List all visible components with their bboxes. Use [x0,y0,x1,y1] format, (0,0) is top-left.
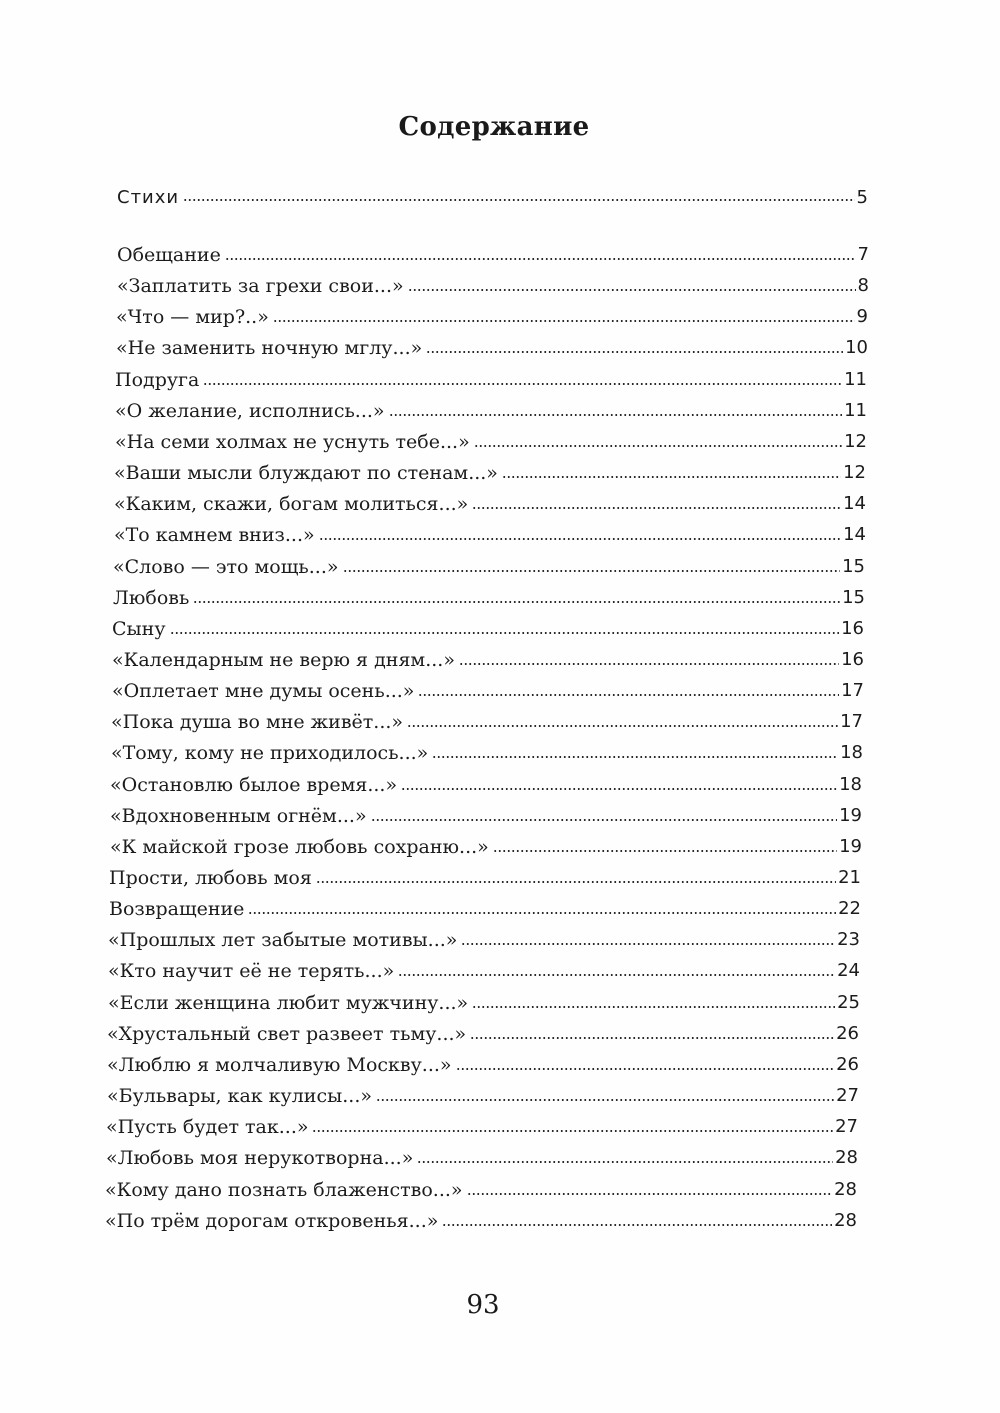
dot-leader [371,817,838,823]
toc-entry [108,922,860,952]
toc-entry [115,362,867,392]
toc-entry-title: «Оплетает мне думы осень...» [112,680,415,702]
toc-section-page: 5 [856,187,869,208]
page-number: 93 [466,1290,500,1320]
toc-section-row [117,174,869,208]
dot-leader [502,474,841,480]
dot-leader [376,1097,834,1103]
toc-entry-title: Подруга [115,369,200,391]
toc-entry [116,299,868,329]
toc-entry-page: 28 [835,1147,858,1168]
dot-leader [461,941,835,947]
dot-leader [170,630,840,636]
toc-entry-title: «Ваши мысли блуждают по стенам...» [114,462,498,484]
toc-entry-page: 26 [836,1054,859,1075]
dot-leader [225,256,856,262]
dot-leader [401,786,837,792]
toc-entry [108,953,860,983]
toc-entry-title: «На семи холмах не уснуть тебе...» [115,431,470,453]
toc-entry-title: «Кто научит её не терять...» [108,960,395,982]
toc-entry [117,237,869,267]
toc-entry-page: 15 [842,556,865,577]
toc-entry-page: 23 [837,929,860,950]
toc-entry-page: 19 [839,836,862,857]
dot-leader [203,381,842,387]
toc-entry-title: «О желание, исполнись...» [115,400,385,422]
toc-entry-title: «Любовь моя нерукотворна...» [106,1147,414,1169]
toc-entry-title: «По трём дорогам откровенья...» [105,1210,439,1232]
dot-leader [389,412,843,418]
toc-entry [109,860,861,890]
dot-leader [459,661,839,667]
toc-entry-title: Прости, любовь моя [109,867,312,889]
dot-leader [442,1222,832,1228]
toc-entry-title: «То камнем вниз...» [114,524,315,546]
toc-entry-title: «Слово — это мощь...» [113,556,339,578]
dot-leader [316,879,836,885]
toc-entry [109,891,861,921]
toc-entry [105,1172,857,1202]
toc-entry-page: 11 [844,400,867,421]
toc-entry-title: «Хрустальный свет развеет тьму...» [107,1023,467,1045]
dot-leader [456,1066,835,1072]
dot-leader [183,197,854,203]
toc-entry-title: «Кому дано познать блаженство...» [105,1179,463,1201]
toc-entry [107,1078,859,1108]
toc-entry-page: 17 [841,680,864,701]
toc-entry-page: 24 [837,960,860,981]
dot-leader [426,349,843,355]
dot-leader [193,599,840,605]
toc-entry-page: 7 [857,244,869,265]
toc-entry [115,393,867,423]
toc-entry [112,611,864,641]
toc-entry-title: «Не заменить ночную мглу...» [116,337,423,359]
toc-entry-title: «Календарным не верю я дням...» [112,649,455,671]
dot-leader [248,910,836,916]
toc-entry-title: Возвращение [109,898,245,920]
toc-entry-title: Сыну [112,618,166,640]
toc-entry-title: Любовь [113,587,190,609]
dot-leader [417,1159,833,1165]
dot-leader [407,723,838,729]
dot-leader [472,505,841,511]
toc-entry-title: «Пока душа во мне живёт...» [111,711,404,733]
contents-title: Содержание [398,112,590,142]
toc-entry-page: 22 [838,898,861,919]
toc-entry-title: «Если женщина любит мужчину...» [108,992,469,1014]
dot-leader [398,972,835,978]
toc-entry [110,767,862,797]
toc-entry-page: 10 [845,337,868,358]
toc-entry [113,580,865,610]
toc-entry-page: 16 [841,618,864,639]
toc-entry [106,1109,858,1139]
toc-entry-page: 15 [842,587,865,608]
toc-entry-title: «Заплатить за грехи свои...» [117,275,404,297]
dot-leader [470,1035,834,1041]
toc-entry-page: 8 [857,275,869,296]
toc-entry-title: Обещание [117,244,221,266]
dot-leader [432,754,838,760]
dot-leader [472,1004,835,1010]
toc-entry-title: «Вдохновенным огнём...» [110,805,367,827]
toc-entry-title: «Пусть будет так...» [106,1116,309,1138]
dot-leader [312,1128,833,1134]
toc-entry [111,704,863,734]
toc-entry [112,673,864,703]
toc-entry-title: «Каким, скажи, богам молиться...» [114,493,469,515]
toc-entry-page: 25 [837,992,860,1013]
toc-entry-page: 28 [834,1179,857,1200]
toc-entry-page: 26 [836,1023,859,1044]
toc-entry [110,829,862,859]
dot-leader [273,318,855,324]
toc-section-label: Стихи [117,187,180,208]
toc-entry [113,549,865,579]
toc-entry-page: 19 [839,805,862,826]
toc-entry-page: 17 [840,711,863,732]
toc-entry-title: «Тому, кому не приходилось...» [111,742,429,764]
toc-entry-title: «Прошлых лет забытые мотивы...» [108,929,458,951]
toc-entry [110,798,862,828]
toc-entry [114,517,866,547]
toc-entry [114,486,866,516]
toc-entry-title: «Люблю я молчаливую Москву...» [107,1054,452,1076]
dot-leader [408,287,856,293]
dot-leader [418,692,839,698]
toc-entry-page: 18 [840,742,863,763]
toc-entry [108,985,860,1015]
toc-entry-page: 27 [836,1085,859,1106]
toc-entry [105,1203,857,1233]
toc-entry-page: 11 [844,369,867,390]
toc-entry-title: «Бульвары, как кулисы...» [107,1085,372,1107]
toc-entry-page: 16 [841,649,864,670]
toc-entry-page: 12 [843,462,866,483]
dot-leader [474,443,842,449]
toc-entry-page: 27 [835,1116,858,1137]
toc-entry [117,268,869,298]
toc-entry [111,735,863,765]
toc-entry-page: 9 [856,306,868,327]
toc-entry-page: 12 [844,431,867,452]
toc-entry-title: «К майской грозе любовь сохраню...» [110,836,489,858]
toc-entry [115,424,867,454]
toc-entry-title: «Остановлю былое время...» [110,774,398,796]
toc-entry [112,642,864,672]
toc-entry-page: 21 [838,867,861,888]
toc-entry [107,1047,859,1077]
toc-entry [106,1140,858,1170]
toc-entry-page: 14 [843,524,866,545]
toc-entry [114,455,866,485]
toc-entry [116,330,868,360]
toc-entry-page: 28 [834,1210,857,1231]
toc-entry [107,1016,859,1046]
toc-entry-title: «Что — мир?..» [116,306,269,328]
dot-leader [343,568,841,574]
dot-leader [319,536,841,542]
toc-entry-page: 14 [843,493,866,514]
toc-entry-page: 18 [839,774,862,795]
dot-leader [493,848,837,854]
dot-leader [467,1191,833,1197]
